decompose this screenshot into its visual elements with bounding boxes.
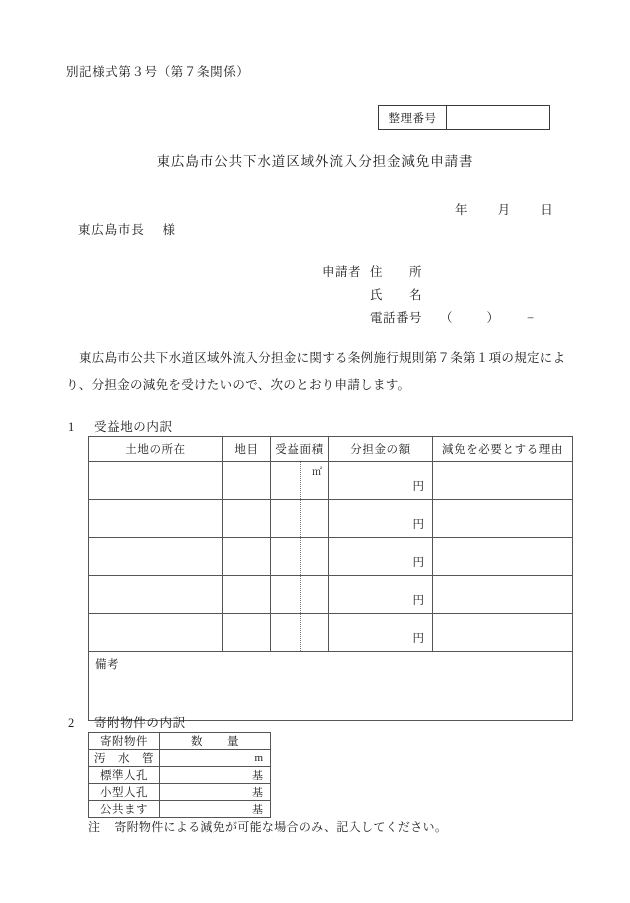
date-line xyxy=(455,200,553,218)
column-header-amount: 分担金の額 xyxy=(329,437,433,462)
applicant-tag: 申請者 xyxy=(322,265,362,279)
reference-number-label: 整理番号 xyxy=(379,106,447,129)
cell-location[interactable] xyxy=(89,500,223,538)
cell-category[interactable] xyxy=(223,500,271,538)
table-row xyxy=(89,614,573,652)
date-month-label[interactable]: 月 xyxy=(497,203,511,217)
amount-unit-label: 円 xyxy=(412,557,424,569)
body-paragraph: 東広島市公共下水道区域外流入分担金に関する条例施行規則第７条第１項の規定により、分担金の減免を受けたいので、次のとおり申請します。 xyxy=(66,351,566,392)
cell-location[interactable] xyxy=(89,614,223,652)
date-day-label[interactable]: 日 xyxy=(540,203,554,217)
cell-item-name: 小型人孔 xyxy=(89,784,160,801)
remarks-label: 備考 xyxy=(95,659,119,671)
area-unit-label: ㎡ xyxy=(312,467,322,478)
cell-area[interactable] xyxy=(271,500,329,538)
cell-category[interactable] xyxy=(223,614,271,652)
amount-unit-label: 円 xyxy=(412,595,424,607)
addressee-honorific: 様 xyxy=(162,223,176,237)
table-row xyxy=(89,784,271,801)
cell-category[interactable] xyxy=(223,462,271,500)
remarks-cell[interactable] xyxy=(89,652,573,721)
area-dotted-divider xyxy=(300,576,301,613)
phone-open-paren: （ xyxy=(440,311,453,325)
beneficiary-land-table xyxy=(88,436,573,721)
cell-category[interactable] xyxy=(223,576,271,614)
applicant-name-label: 氏 名 xyxy=(370,288,423,302)
table-row xyxy=(89,538,573,576)
phone-dash: − xyxy=(527,311,535,325)
cell-quantity[interactable] xyxy=(160,784,271,801)
amount-unit-label: 円 xyxy=(412,633,424,645)
area-dotted-divider xyxy=(300,462,301,499)
form-number-label: 別記様式第３号（第７条関係） xyxy=(66,65,250,79)
quantity-unit-label: 基 xyxy=(252,804,263,816)
cell-location[interactable] xyxy=(89,576,223,614)
quantity-unit-label: m xyxy=(254,752,263,764)
applicant-address-row xyxy=(322,262,534,285)
cell-reason[interactable] xyxy=(433,576,573,614)
amount-unit-label: 円 xyxy=(412,519,424,531)
applicant-block xyxy=(322,262,534,331)
note-text: 寄附物件による減免が可能な場合のみ、記入してください。 xyxy=(114,820,448,834)
section2-heading xyxy=(68,713,186,731)
reference-number-box xyxy=(378,105,550,130)
cell-area[interactable] xyxy=(271,538,329,576)
section2-title: 寄附物件の内訳 xyxy=(94,716,186,730)
date-year-label[interactable]: 年 xyxy=(455,203,469,217)
section2-note xyxy=(88,818,447,835)
cell-quantity[interactable] xyxy=(160,750,271,767)
applicant-address-label: 住 所 xyxy=(370,265,423,279)
table-row xyxy=(89,801,271,818)
quantity-unit-label: 基 xyxy=(252,787,263,799)
area-dotted-divider xyxy=(300,614,301,651)
applicant-phone-row xyxy=(322,308,534,331)
cell-item-name: 標準人孔 xyxy=(89,767,160,784)
table-row xyxy=(89,750,271,767)
section1-number: 1 xyxy=(68,420,75,434)
phone-close-paren: ） xyxy=(486,311,500,325)
cell-area[interactable] xyxy=(271,462,329,500)
cell-reason[interactable] xyxy=(433,538,573,576)
page-title: 東広島市公共下水道区域外流入分担金減免申請書 xyxy=(156,154,474,169)
section1-title: 受益地の内訳 xyxy=(94,420,173,434)
applicant-phone-label: 電話番号 xyxy=(370,311,423,325)
addressee xyxy=(78,220,176,238)
column-header-item: 寄附物件 xyxy=(89,733,160,750)
cell-amount[interactable] xyxy=(329,538,433,576)
area-dotted-divider xyxy=(300,538,301,575)
note-mark: 注 xyxy=(88,820,101,834)
cell-amount[interactable] xyxy=(329,462,433,500)
section2-number: 2 xyxy=(68,716,75,730)
cell-quantity[interactable] xyxy=(160,801,271,818)
cell-reason[interactable] xyxy=(433,614,573,652)
cell-location[interactable] xyxy=(89,538,223,576)
cell-reason[interactable] xyxy=(433,500,573,538)
cell-item-name: 公共ます xyxy=(89,801,160,818)
cell-category[interactable] xyxy=(223,538,271,576)
cell-reason[interactable] xyxy=(433,462,573,500)
cell-location[interactable] xyxy=(89,462,223,500)
table-row xyxy=(89,576,573,614)
cell-amount[interactable] xyxy=(329,576,433,614)
addressee-name: 東広島市長 xyxy=(78,223,145,237)
column-header-category: 地目 xyxy=(223,437,271,462)
section1-heading xyxy=(68,417,173,435)
table-row xyxy=(89,500,573,538)
cell-quantity[interactable] xyxy=(160,767,271,784)
cell-area[interactable] xyxy=(271,614,329,652)
cell-item-name: 汚 水 管 xyxy=(89,750,160,767)
applicant-phone-input[interactable] xyxy=(440,308,534,326)
cell-amount[interactable] xyxy=(329,500,433,538)
table-row xyxy=(89,767,271,784)
column-header-area: 受益面積 xyxy=(271,437,329,462)
table-header-row xyxy=(89,733,271,750)
amount-unit-label: 円 xyxy=(412,481,424,493)
quantity-unit-label: 基 xyxy=(252,770,263,782)
remarks-row xyxy=(89,652,573,721)
table-row xyxy=(89,462,573,500)
table-header-row xyxy=(89,437,573,462)
column-header-location: 土地の所在 xyxy=(89,437,223,462)
cell-area[interactable] xyxy=(271,576,329,614)
reference-number-input[interactable] xyxy=(447,106,549,129)
donated-items-table xyxy=(88,732,271,818)
column-header-reason: 減免を必要とする理由 xyxy=(433,437,573,462)
applicant-name-row xyxy=(322,285,534,308)
column-header-quantity: 数 量 xyxy=(160,733,271,750)
cell-amount[interactable] xyxy=(329,614,433,652)
area-dotted-divider xyxy=(300,500,301,537)
